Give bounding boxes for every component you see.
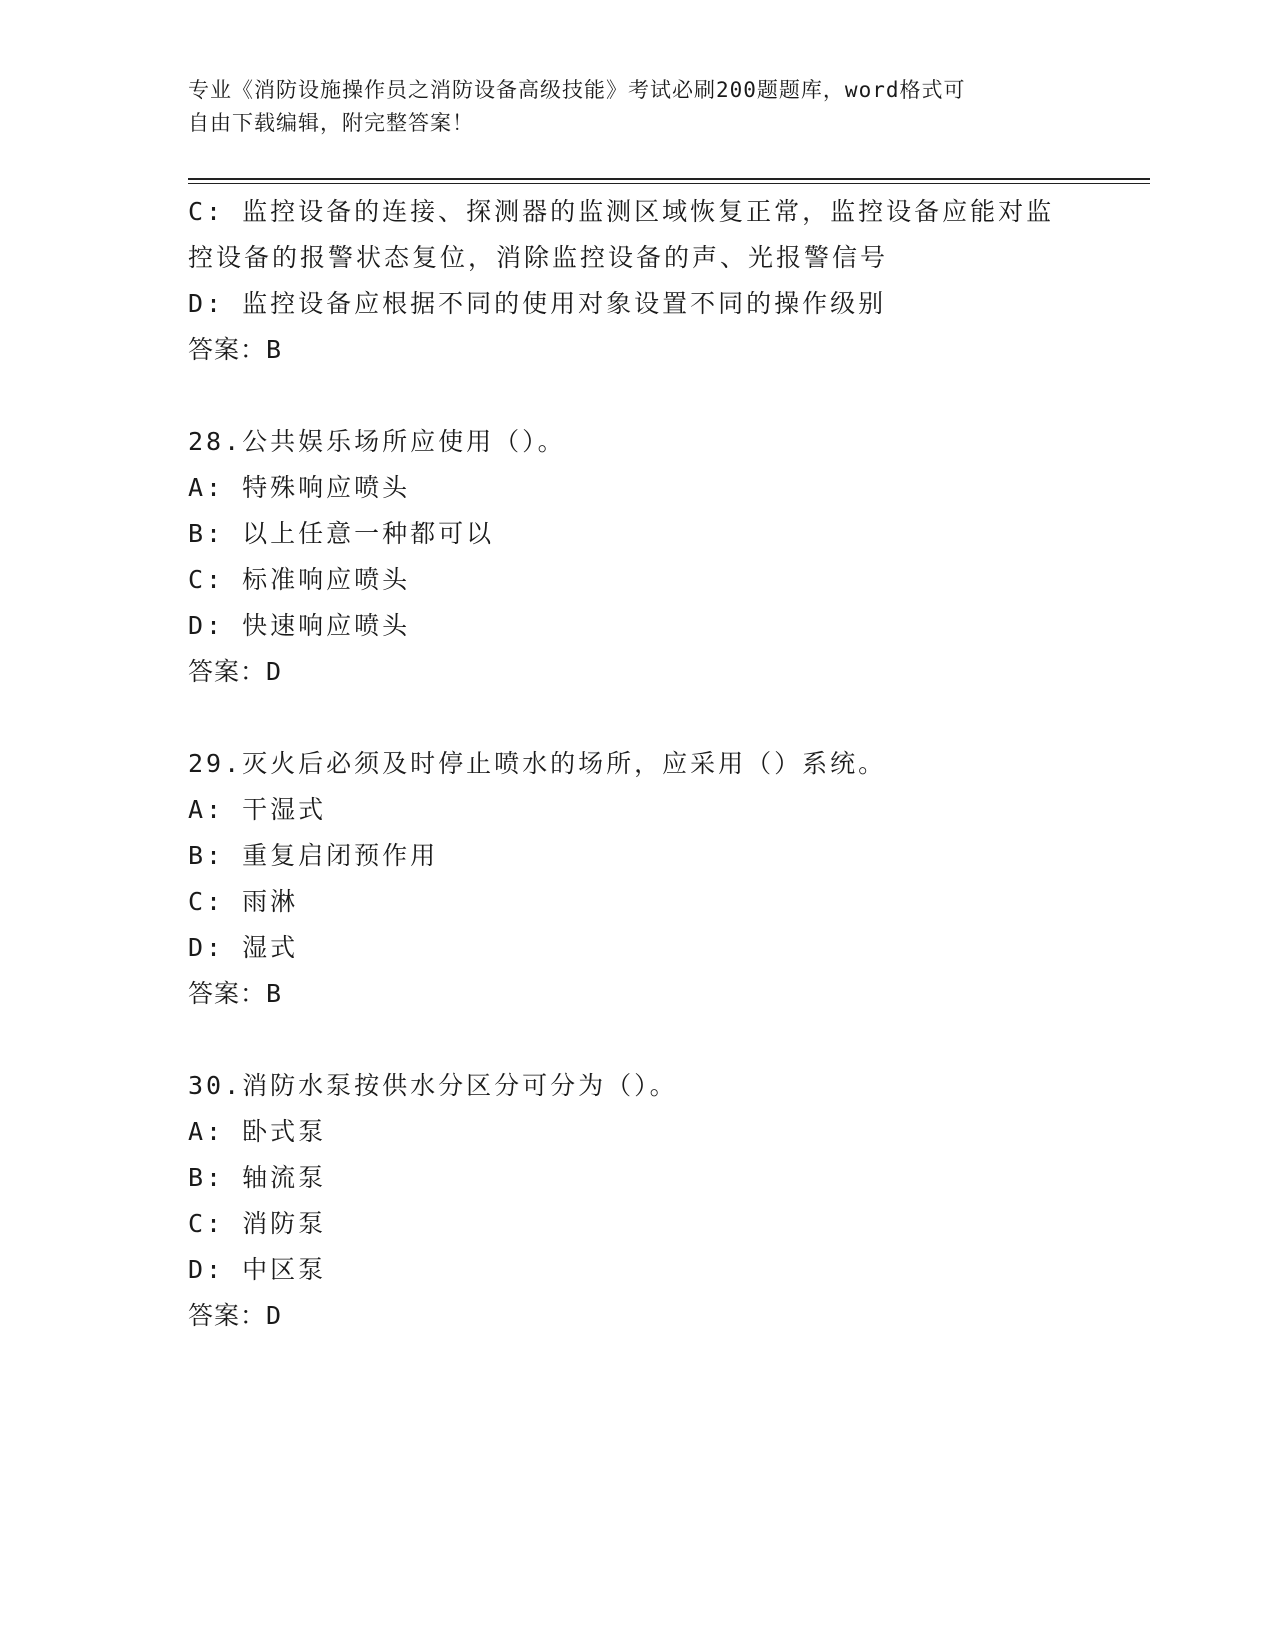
carryover-option-c-line-1: C: 监控设备的连接、探测器的监测区域恢复正常，监控设备应能对监 [188,197,1055,226]
spacer [188,695,1088,741]
carryover-option-c-line-2: 控设备的报警状态复位，消除监控设备的声、光报警信号 [188,243,889,272]
document-header [188,74,1068,140]
option-b: B: 重复启闭预作用 [188,841,439,870]
option-c: C: 消防泵 [188,1209,327,1238]
question-stem: 29.灭火后必须及时停止喷水的场所，应采用（）系统。 [188,749,887,778]
header-divider-thick [188,178,1150,180]
header-line-2: 自由下载编辑，附完整答案！ [188,111,474,135]
answer: 答案：D [188,1301,283,1330]
carryover-answer: 答案：B [188,335,283,364]
question-stem: 28.公共娱乐场所应使用（）。 [188,427,566,456]
answer: 答案：B [188,979,283,1008]
spacer [188,1017,1088,1063]
question-block-28 [188,419,1088,695]
option-c: C: 标准响应喷头 [188,565,411,594]
spacer [188,373,1088,419]
question-stem: 30.消防水泵按供水分区分可分为（）。 [188,1071,678,1100]
header-divider-thin [188,183,1150,184]
option-b: B: 轴流泵 [188,1163,327,1192]
header-line-1: 专业《消防设施操作员之消防设备高级技能》考试必刷200题题库，word格式可 [188,78,966,102]
option-c: C: 雨淋 [188,887,299,916]
option-a: A: 卧式泵 [188,1117,327,1146]
question-block-30 [188,1063,1088,1339]
question-content [188,189,1088,1339]
carryover-option-d: D: 监控设备应根据不同的使用对象设置不同的操作级别 [188,289,887,318]
answer: 答案：D [188,657,283,686]
option-d: D: 中区泵 [188,1255,327,1284]
option-d: D: 湿式 [188,933,299,962]
option-a: A: 特殊响应喷头 [188,473,411,502]
option-a: A: 干湿式 [188,795,327,824]
question-block-29 [188,741,1088,1017]
option-d: D: 快速响应喷头 [188,611,411,640]
option-b: B: 以上任意一种都可以 [188,519,495,548]
